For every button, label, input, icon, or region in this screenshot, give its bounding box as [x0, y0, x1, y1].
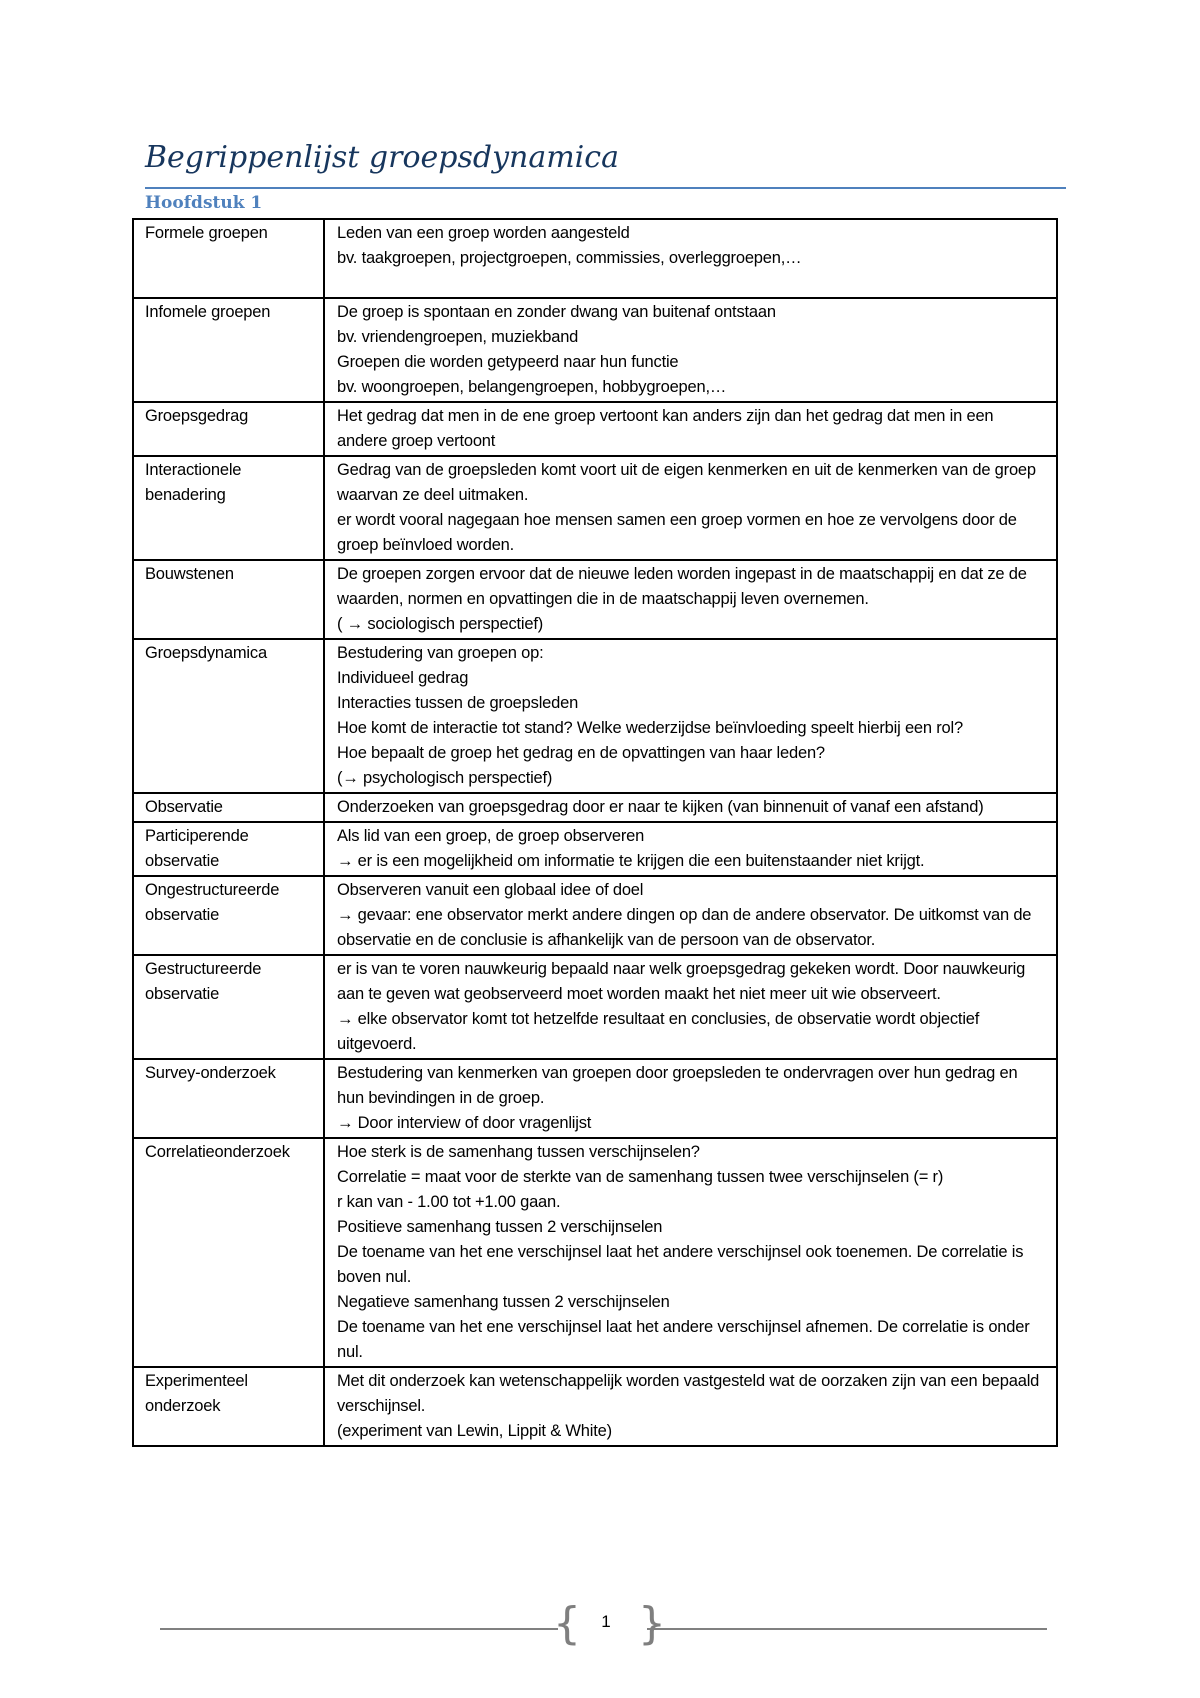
- term-row: [133, 1138, 1057, 1367]
- definition-line: Individueel gedrag: [337, 669, 469, 687]
- term-label: Participerende: [145, 827, 249, 845]
- definition-line: (→ psychologisch perspectief): [337, 769, 553, 787]
- definition-line: Hoe sterk is de samenhang tussen verschijnselen?: [337, 1143, 700, 1161]
- definition-line: Interacties tussen de groepsleden: [337, 694, 579, 712]
- term-row: [133, 955, 1057, 1059]
- definition-line: Observeren vanuit een globaal idee of doel: [337, 881, 644, 899]
- term-label: benadering: [145, 486, 226, 504]
- definition-line: bv. vriendengroepen, muziekband: [337, 328, 579, 346]
- term-cell: [133, 219, 324, 298]
- definition-line: Bestudering van groepen op:: [337, 644, 544, 662]
- definition-line: → gevaar: ene observator merkt andere dingen op dan de andere observator. De uitkomst van de observatie en de conclusie is afhankelijk van de persoon van de observator.: [337, 906, 1032, 949]
- term-label: Formele groepen: [145, 224, 268, 242]
- term-label: Groepsgedrag: [145, 407, 249, 425]
- term-label: observatie: [145, 852, 220, 870]
- term-label: Survey-onderzoek: [145, 1064, 276, 1082]
- term-row: [133, 876, 1057, 955]
- definition-line: [337, 271, 1044, 296]
- document-title: Begrippenlijst groepsdynamica: [145, 140, 619, 175]
- definition-cell: [324, 822, 1057, 876]
- term-label: Observatie: [145, 798, 223, 816]
- definition-line: De groep is spontaan en zonder dwang van buitenaf ontstaan: [337, 303, 776, 321]
- definition-line: bv. woongroepen, belangengroepen, hobbygroepen,…: [337, 378, 727, 396]
- definition-line: er is van te voren nauwkeurig bepaald naar welk groepsgedrag gekeken wordt. Door nauwkeurig aan te geven wat geobserveerd moet worden maakt het niet meer uit wie observeert.: [337, 960, 1026, 1003]
- term-label: Infomele groepen: [145, 303, 271, 321]
- definition-cell: [324, 298, 1057, 402]
- definition-cell: [324, 456, 1057, 560]
- term-cell: [133, 639, 324, 793]
- footer-right-brace: }: [638, 1598, 666, 1649]
- term-cell: [133, 1367, 324, 1446]
- definition-line: Het gedrag dat men in de ene groep vertoont kan anders zijn dan het gedrag dat men in een andere groep vertoont: [337, 407, 994, 450]
- definition-cell: [324, 1367, 1057, 1446]
- footer-rule-left: [160, 1628, 558, 1630]
- definition-line: ( → sociologisch perspectief): [337, 615, 544, 633]
- definition-cell: [324, 955, 1057, 1059]
- term-row: [133, 822, 1057, 876]
- term-label: observatie: [145, 985, 220, 1003]
- terms-table-body: [133, 219, 1057, 1446]
- definition-line: → er is een mogelijkheid om informatie te krijgen die een buitenstaander niet krijgt.: [337, 852, 925, 870]
- definition-cell: [324, 639, 1057, 793]
- definition-line: Als lid van een groep, de groep observeren: [337, 827, 645, 845]
- term-cell: [133, 793, 324, 822]
- definition-line: (experiment van Lewin, Lippit & White): [337, 1422, 612, 1440]
- definition-cell: [324, 876, 1057, 955]
- term-cell: [133, 560, 324, 639]
- term-row: [133, 1059, 1057, 1138]
- definition-line: Negatieve samenhang tussen 2 verschijnselen: [337, 1293, 670, 1311]
- definition-line: er wordt vooral nagegaan hoe mensen samen een groep vormen en hoe ze vervolgens door de groep beïnvloed worden.: [337, 511, 1017, 554]
- term-label: Ongestructureerde: [145, 881, 280, 899]
- definition-cell: [324, 402, 1057, 456]
- definition-line: Correlatie = maat voor de sterkte van de samenhang tussen twee verschijnselen (= r): [337, 1168, 944, 1186]
- definition-line: Positieve samenhang tussen 2 verschijnselen: [337, 1218, 663, 1236]
- term-row: [133, 793, 1057, 822]
- term-label: Correlatieonderzoek: [145, 1143, 290, 1161]
- definition-line: Gedrag van de groepsleden komt voort uit de eigen kenmerken en uit de kenmerken van de groep waarvan ze deel uitmaken.: [337, 461, 1036, 504]
- definition-line: De toename van het ene verschijnsel laat het andere verschijnsel afnemen. De correlatie is onder nul.: [337, 1318, 1030, 1361]
- footer-rule-right: [647, 1628, 1047, 1630]
- definition-line: Bestudering van kenmerken van groepen door groepsleden te ondervragen over hun gedrag en hun bevindingen in de groep.: [337, 1064, 1018, 1107]
- term-label: observatie: [145, 906, 220, 924]
- definition-line: → Door interview of door vragenlijst: [337, 1114, 592, 1132]
- term-cell: [133, 456, 324, 560]
- definition-cell: [324, 560, 1057, 639]
- definition-cell: [324, 1059, 1057, 1138]
- definition-cell: [324, 1138, 1057, 1367]
- terms-table: [132, 218, 1058, 1447]
- term-label: Bouwstenen: [145, 565, 234, 583]
- definition-line: De toename van het ene verschijnsel laat het andere verschijnsel ook toenemen. De correlatie is boven nul.: [337, 1243, 1024, 1286]
- page-number: 1: [601, 1612, 611, 1631]
- definition-cell: [324, 793, 1057, 822]
- term-cell: [133, 876, 324, 955]
- term-cell: [133, 822, 324, 876]
- definition-line: bv. taakgroepen, projectgroepen, commissies, overleggroepen,…: [337, 249, 802, 267]
- term-row: [133, 402, 1057, 456]
- definition-line: Leden van een groep worden aangesteld: [337, 224, 630, 242]
- term-row: [133, 639, 1057, 793]
- term-cell: [133, 955, 324, 1059]
- term-label: Gestructureerde: [145, 960, 262, 978]
- term-label: Experimenteel: [145, 1372, 248, 1390]
- title-underline: [145, 187, 1066, 189]
- definition-line: Met dit onderzoek kan wetenschappelijk worden vastgesteld wat de oorzaken zijn van een bepaald verschijnsel.: [337, 1372, 1040, 1415]
- term-label: Interactionele: [145, 461, 242, 479]
- term-label: Groepsdynamica: [145, 644, 267, 662]
- term-cell: [133, 1059, 324, 1138]
- term-row: [133, 560, 1057, 639]
- definition-line: Hoe bepaalt de groep het gedrag en de opvattingen van haar leden?: [337, 744, 825, 762]
- definition-cell: [324, 219, 1057, 298]
- term-cell: [133, 298, 324, 402]
- definition-line: Groepen die worden getypeerd naar hun functie: [337, 353, 679, 371]
- term-label: onderzoek: [145, 1397, 221, 1415]
- term-row: [133, 298, 1057, 402]
- term-cell: [133, 1138, 324, 1367]
- term-row: [133, 1367, 1057, 1446]
- chapter-heading: Hoofdstuk 1: [145, 193, 263, 213]
- footer-left-brace: {: [553, 1598, 581, 1649]
- definition-line: Onderzoeken van groepsgedrag door er naar te kijken (van binnenuit of vanaf een afstand): [337, 798, 984, 816]
- definition-line: De groepen zorgen ervoor dat de nieuwe leden worden ingepast in de maatschappij en dat ze de waarden, normen en opvattingen die in de maatschappij leven overnemen.: [337, 565, 1027, 608]
- term-row: [133, 456, 1057, 560]
- term-cell: [133, 402, 324, 456]
- definition-line: → elke observator komt tot hetzelfde resultaat en conclusies, de observatie wordt objectief uitgevoerd.: [337, 1010, 980, 1053]
- definition-line: Hoe komt de interactie tot stand? Welke wederzijdse beïnvloeding speelt hierbij een rol?: [337, 719, 963, 737]
- term-row: [133, 219, 1057, 298]
- definition-line: r kan van - 1.00 tot +1.00 gaan.: [337, 1193, 561, 1211]
